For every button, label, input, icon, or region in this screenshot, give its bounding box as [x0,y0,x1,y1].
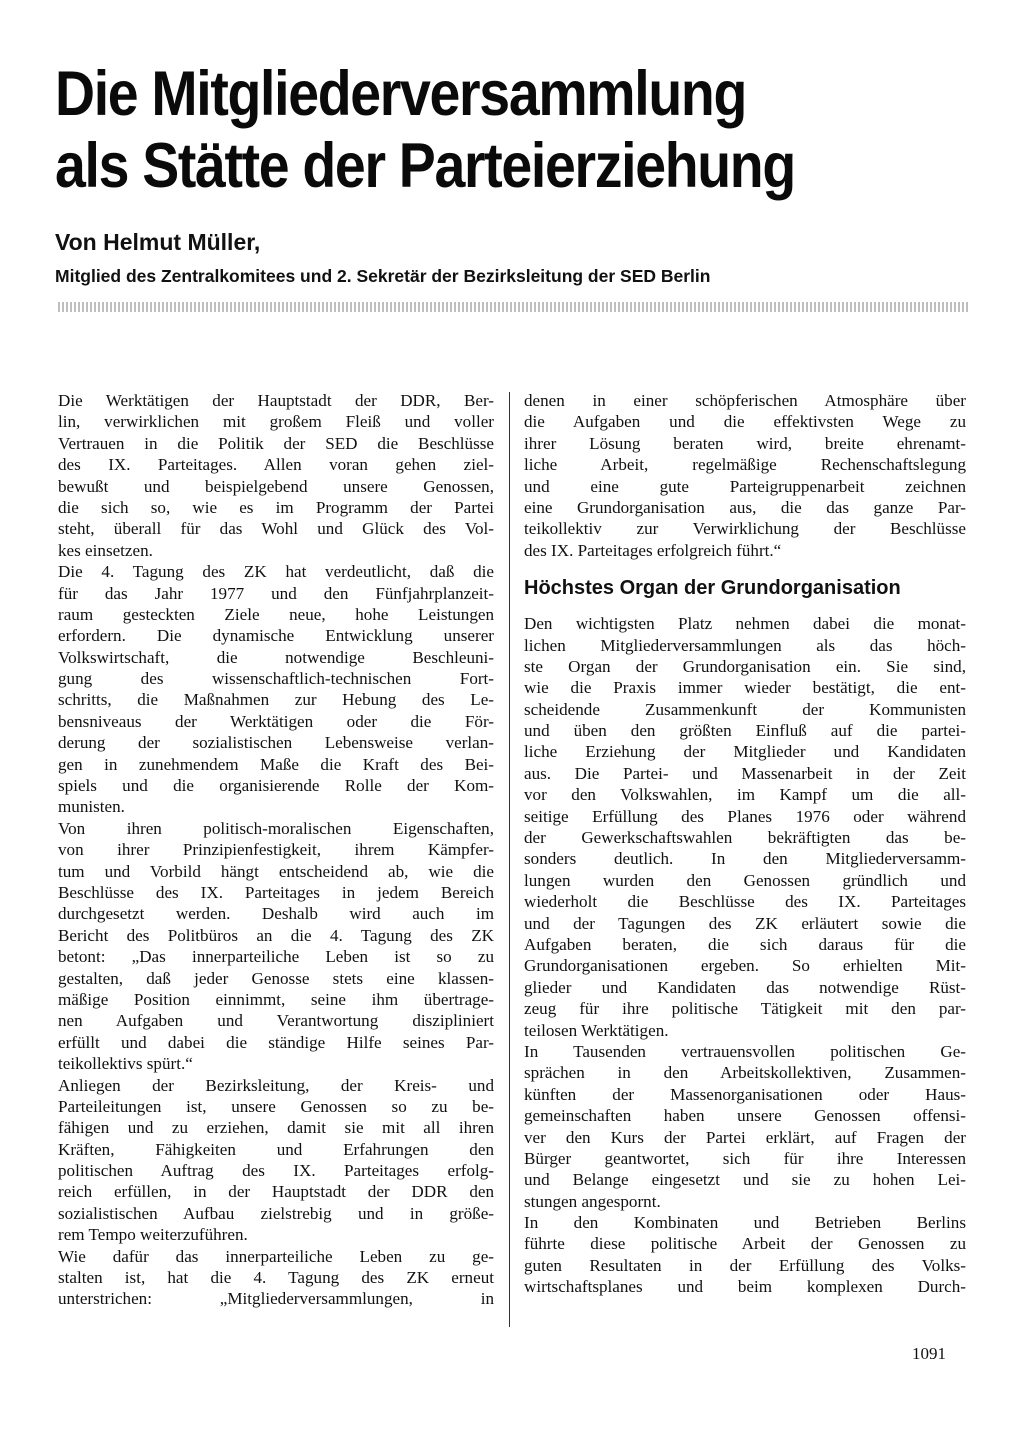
text-line: kes einsetzen. [58,540,153,560]
text-line: ihrer Lösung beraten wird, breite ehrenamt- [524,433,966,453]
text-line: des IX. Parteitages. Allen voran gehen ziel- [58,455,494,475]
paragraph [524,1212,966,1298]
text-line: wirtschaftsplanes und beim komplexen Durch- [524,1277,966,1297]
column-divider [509,392,510,1327]
text-line: spiels und die organisierende Rolle der Kom- [58,776,494,796]
text-line: liche Arbeit, regelmäßige Rechenschaftslegung [524,455,966,475]
text-line: die sich so, wie es im Programm der Partei [58,497,494,517]
text-line: lichen Mitgliederversammlungen als das höch- [524,635,966,655]
text-line: Bericht des Politbüros an die 4. Tagung des ZK [58,925,494,945]
paragraph [58,1246,494,1310]
text-line: reich erfüllen, in der Hauptstadt der DDR den [58,1182,494,1202]
text-line: und üben den größten Einfluß auf die partei- [524,721,966,741]
text-line: erfordern. Die dynamische Entwicklung unserer [58,626,494,646]
text-line: Bürger geantwortet, sich für ihre Interessen [524,1148,966,1168]
title-line-2: als Stätte der Parteierziehung [55,131,795,201]
author-affiliation: Mitglied des Zentralkomitees und 2. Sekretär der Bezirksleitung der SED Berlin [55,266,711,286]
text-line: lin, verwirklichen mit großem Fleiß und voller [58,412,494,432]
section-heading: Höchstes Organ der Grundorganisation [524,577,901,600]
text-line: aus. Die Partei- und Massenarbeit in der Zeit [524,763,966,783]
text-line: Parteileitungen ist, unsere Genossen so zu be- [58,1096,494,1116]
text-line: und der Tagungen des ZK erläutert sowie die [524,913,966,933]
text-line: nen Aufgaben und Verantwortung diszipliniert [58,1011,494,1031]
text-line: sonders deutlich. In den Mitgliederversamm- [524,849,966,869]
text-line: Die Werktätigen der Hauptstadt der DDR, Ber- [58,391,494,410]
text-line: schritts, die Maßnahmen zur Hebung des Le- [58,690,494,710]
text-line: teilosen Werktätigen. [524,1020,669,1040]
header-divider [58,302,968,312]
text-line: Den wichtigsten Platz nehmen dabei die monat- [524,614,966,634]
text-line: teikollektivs spürt.“ [58,1054,193,1074]
text-line: ver den Kurs der Partei erklärt, auf Fragen der [524,1127,966,1147]
title-line-1: Die Mitgliederversammlung [55,59,747,129]
text-line: lungen wurden den Genossen gründlich und [524,870,966,890]
text-line: In Tausenden vertrauensvollen politischen Ge- [524,1041,966,1061]
text-line: Grundorganisationen ergeben. So erhielten Mit- [524,956,966,976]
text-line: stungen angespornt. [524,1191,661,1211]
text-line: Kräften, Fähigkeiten und Erfahrungen den [58,1139,494,1159]
text-line: erfüllt und dabei die ständige Hilfe seines Par- [58,1032,494,1052]
text-line: rem Tempo weiterzuführen. [58,1225,248,1245]
text-line: bewußt und beispielgebend unsere Genossen, [58,476,494,496]
paragraph [58,1075,494,1246]
text-line: wie die Praxis immer wieder bestätigt, die ent- [524,678,966,698]
text-line: Vertrauen in die Politik der SED die Beschlüsse [58,433,494,453]
text-line: sprächen in den Arbeitskollektiven, Zusammen- [524,1063,966,1083]
text-line: durchgesetzt werden. Deshalb wird auch im [58,904,494,924]
text-line: Beschlüsse des IX. Parteitages in jedem Bereich [58,882,494,902]
text-line: tum und Vorbild hängt entscheidend ab, wie die [58,861,494,881]
text-line: ste Organ der Grundorganisation ein. Sie sind, [524,656,966,676]
text-line: künften der Massenorganisationen oder Haus- [524,1084,966,1104]
text-line: Volkswirtschaft, die notwendige Beschleuni- [58,647,494,667]
text-line: teikollektiv zur Verwirklichung der Beschlüsse [524,519,966,539]
text-line: Anliegen der Bezirksleitung, der Kreis- und [58,1075,494,1095]
text-line: Von ihren politisch-moralischen Eigenschaften, [58,818,494,838]
paragraph [524,613,966,1041]
text-line: wiederholt die Beschlüsse des IX. Parteitages [524,892,966,912]
text-line: die Aufgaben und die effektivsten Wege zu [524,412,966,432]
text-line: vor den Volkswahlen, im Kampf um die all- [524,785,966,805]
text-line: zeug für ihre politische Tätigkeit mit den par- [524,999,966,1019]
text-line: denen in einer schöpferischen Atmosphäre über [524,391,966,410]
text-line: seitige Erfüllung des Planes 1976 oder während [524,806,966,826]
text-line: mäßige Position einnimmt, seine ihm übertrage- [58,989,494,1009]
text-line: sozialistischen Aufbau zielstrebig und in größe- [58,1203,494,1223]
article-title [55,58,847,202]
text-line: gung des wissenschaftlich-technischen Fort- [58,669,494,689]
text-line: Aufgaben beraten, die sich daraus für die [524,934,966,954]
text-line: guten Resultaten in der Erfüllung des Volks- [524,1255,966,1275]
text-line: politischen Auftrag des IX. Parteitages erfolg- [58,1161,494,1181]
text-line: munisten. [58,797,125,817]
text-line: raum gesteckten Ziele neue, hohe Leistungen [58,604,494,624]
text-line: für das Jahr 1977 und den Fünfjahrplanzeit- [58,583,494,603]
text-line: gemeinschaften haben unsere Genossen offensi- [524,1106,966,1126]
text-line: gen in zunehmendem Maße die Kraft des Bei- [58,754,494,774]
text-line: führte diese politische Arbeit der Genossen zu [524,1234,966,1254]
paragraph [58,561,494,818]
text-line: eine Grundorganisation aus, die das ganze Par- [524,497,966,517]
text-line: des IX. Parteitages erfolgreich führt.“ [524,540,782,560]
paragraph [524,1041,966,1212]
paragraph [58,390,494,561]
text-line: bensniveaus der Werktätigen oder die För- [58,711,494,731]
page-number: 1091 [912,1344,946,1363]
text-line: fähigen und zu erziehen, damit sie mit all ihren [58,1118,494,1138]
paragraph [58,818,494,1075]
text-line: Die 4. Tagung des ZK hat verdeutlicht, daß die [58,562,494,582]
text-line: unterstrichen: „Mitgliederversammlungen, in [58,1289,494,1309]
text-line: scheidende Zusammenkunft der Kommunisten [524,699,966,719]
text-line: derung der sozialistischen Lebensweise verlan- [58,733,494,753]
text-line: betont: „Das innerparteiliche Leben ist so zu [58,947,494,967]
text-line: Wie dafür das innerparteiliche Leben zu ge- [58,1246,494,1266]
right-column [524,390,966,1298]
paragraph [524,390,966,561]
text-line: glieder und Kandidaten das notwendige Rüst- [524,977,966,997]
author-byline: Von Helmut Müller, [55,229,261,255]
text-line: und Belange eingesetzt und sie zu hohen Lei- [524,1170,966,1190]
text-line: und eine gute Parteigruppenarbeit zeichnen [524,476,966,496]
text-line: von ihrer Prinzipienfestigkeit, ihrem Kämpfer- [58,840,494,860]
text-line: In den Kombinaten und Betrieben Berlins [524,1213,966,1233]
text-line: der Gewerkschaftswahlen bekräftigten das be- [524,828,966,848]
text-line: liche Erziehung der Mitglieder und Kandidaten [524,742,966,762]
text-line: stalten ist, hat die 4. Tagung des ZK erneut [58,1268,494,1288]
text-line: steht, überall für das Wohl und Glück des Vol- [58,519,494,539]
text-line: gestalten, daß jeder Genosse stets eine klassen- [58,968,494,988]
left-column [58,390,494,1310]
